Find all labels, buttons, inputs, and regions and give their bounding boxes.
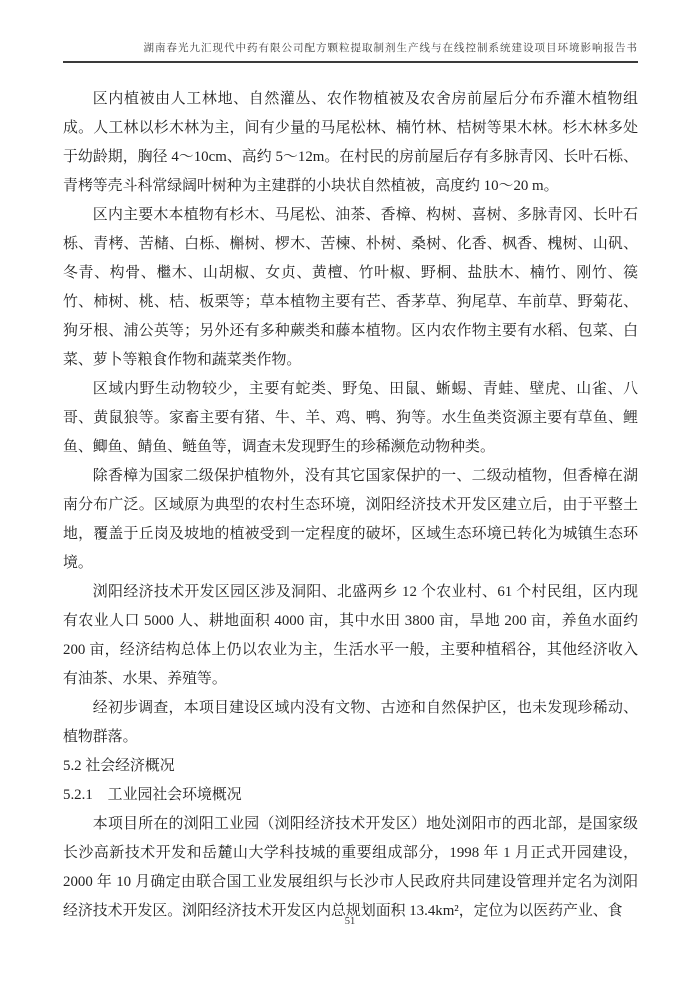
body-paragraph-vegetation: 区内植被由人工林地、自然灌丛、农作物植被及农舍房前屋后分布乔灌木植物组成。人工林以杉木林为主，间有少量的马尾松林、楠竹林、桔树等果木林。杉木林多处于幼龄期，胸径 4～10cm、高约 5～12m。在村民的房前屋后存有多脉青冈、长叶石栎、青栲等壳斗科常绿阔叶树种为主建群的小块状自然植被，高度约 10～20 m。 [63,91,638,194]
header-rule [63,61,638,63]
body-paragraph-wildlife: 区域内野生动物较少，主要有蛇类、野兔、田鼠、蜥蜴、青蛙、壁虎、山雀、八哥、黄鼠狼等。家畜主要有猪、牛、羊、鸡、鸭、狗等。水生鱼类资源主要有草鱼、鲤鱼、鲫鱼、鲭鱼、鲢鱼等，调查未发现野生的珍稀濒危动物种类。 [63,381,638,455]
subsection-heading-5-2-1: 5.2.1 工业园社会环境概况 [63,787,242,803]
body-paragraph-protected-species: 除香樟为国家二级保护植物外，没有其它国家保护的一、二级动植物，但香樟在湖南分布广泛。区域原为典型的农村生态环境，浏阳经济技术开发区建立后，由于平整土地，覆盖于丘岗及坡地的植被受到一定程度的破坏，区域生态环境已转化为城镇生态环境。 [63,468,638,571]
body-paragraph-agriculture-economy: 浏阳经济技术开发区园区涉及洞阳、北盛两乡 12 个农业村、61 个村民组，区内现有农业人口 5000 人、耕地面积 4000 亩，其中水田 3800 亩，旱地 200 亩，养鱼水面约 200 亩，经济结构总体上仍以农业为主，生活水平一般，主要种植稻谷，其他经济收入有油茶、水果、养殖等。 [63,584,638,687]
page-header [63,40,638,63]
section-heading-5-2: 5.2 社会经济概况 [63,758,175,774]
body-paragraph-plant-species: 区内主要木本植物有杉木、马尾松、油茶、香樟、构树、喜树、多脉青冈、长叶石栎、青栲、苦槠、白栎、槲树、椤木、苦楝、朴树、桑树、化香、枫香、槐树、山矾、冬青、构骨、檵木、山胡椒、女贞、黄檀、竹叶椒、野桐、盐肤木、楠竹、刚竹、篌竹、柿树、桃、桔、板栗等；草本植物主要有芒、香茅草、狗尾草、车前草、野菊花、狗牙根、浦公英等；另外还有多种蕨类和藤本植物。区内农作物主要有水稻、包菜、白菜、萝卜等粮食作物和蔬菜类作物。 [63,207,638,368]
body-paragraph-industrial-park: 本项目所在的浏阳工业园（浏阳经济技术开发区）地处浏阳市的西北部，是国家级长沙高新技术开发和岳麓山大学科技城的重要组成部分，1998 年 1 月正式开园建设，2000 年 10 月确定由联合国工业发展组织与长沙市人民政府共同建设管理并定名为浏阳经济技术开发区。浏阳经济技术开发区内总规划面积 13.4km²，定位为以医药产业、食 [63,816,638,919]
page-footer [0,916,700,927]
document-body [63,85,638,926]
page-number: 51 [344,916,356,927]
report-header-title: 湖南春光九汇现代中药有限公司配方颗粒提取制剂生产线与在线控制系统建设项目环境影响报告书 [143,43,638,54]
body-paragraph-survey-conclusion: 经初步调查，本项目建设区域内没有文物、古迹和自然保护区，也未发现珍稀动、植物群落。 [63,700,638,745]
